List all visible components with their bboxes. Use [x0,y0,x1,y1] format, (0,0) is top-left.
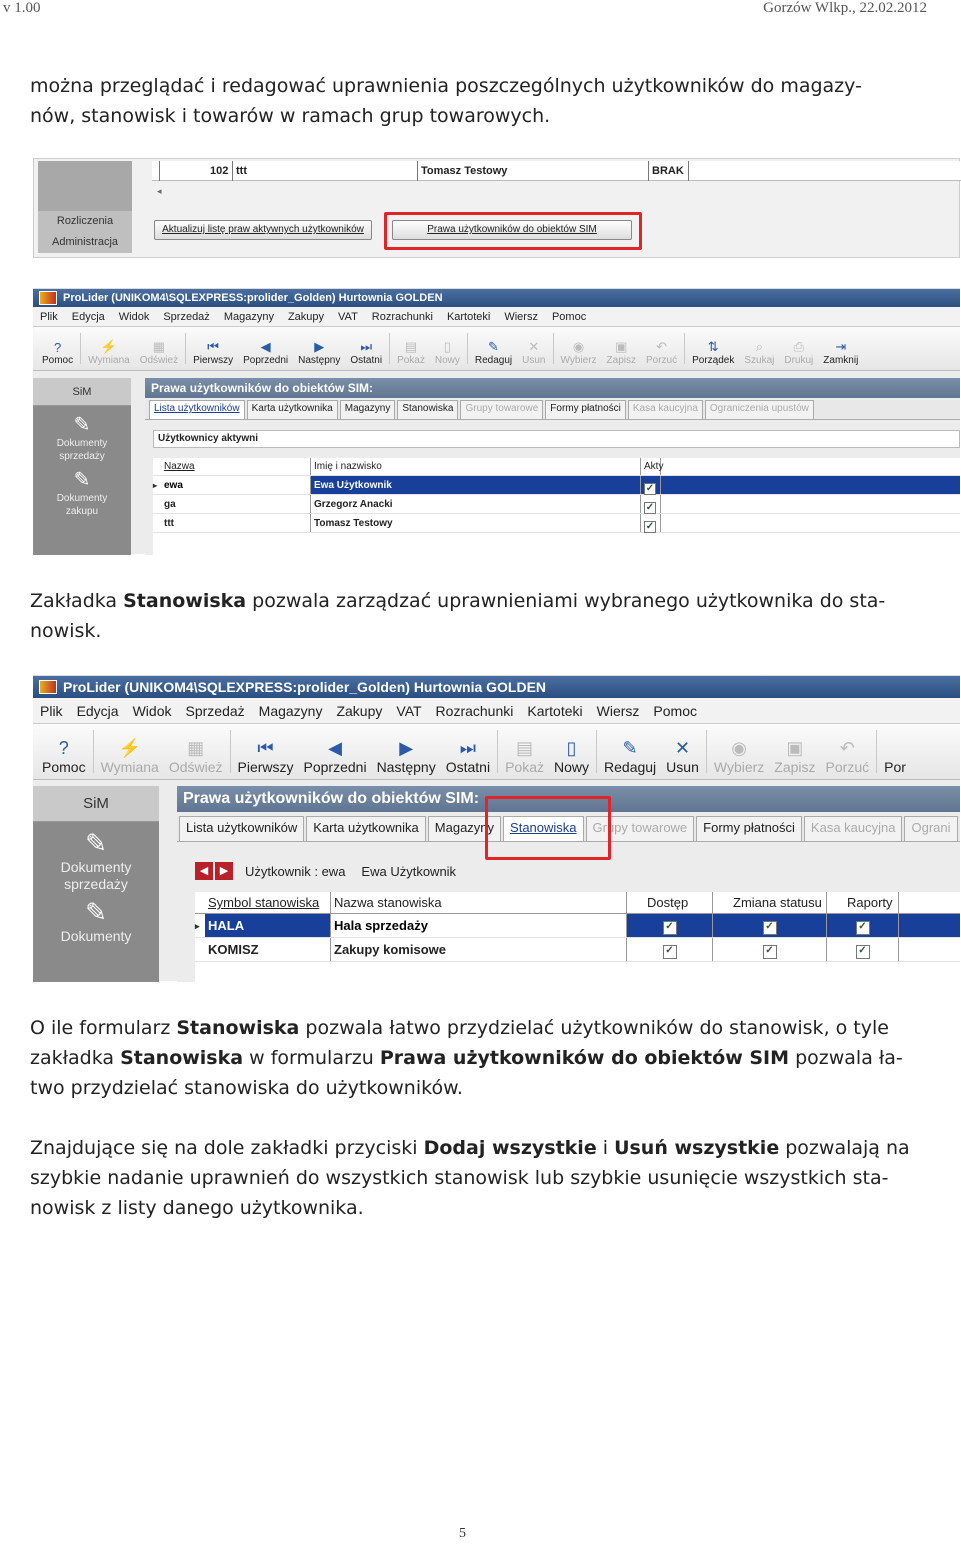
tab-strip [145,400,960,420]
sim-header: SiM [33,786,159,822]
toolbar-label: Zapisz [606,355,636,366]
row-pointer-icon: ▸ [153,476,161,494]
undo-icon: ↶ [839,738,855,758]
column-header[interactable]: Raporty [827,892,899,913]
screenshot-admin-buttons [33,158,960,258]
grid-header [153,458,960,476]
cell-login: ttt [161,514,311,532]
toolbar-separator [389,333,390,364]
cell-access [627,938,713,961]
toolbar-label: Drukuj [784,355,814,366]
cell-access [627,914,713,937]
toolbar-button-exchange[interactable] [83,339,135,370]
toolbar-label: Następny [376,759,436,775]
menu-magazyny[interactable]: Magazyny [223,310,274,323]
menu-edycja[interactable]: Edycja [76,702,119,719]
toolbar-label: Poprzedni [303,759,367,775]
paragraph-line: two przydzielać stanowiska do użytkowników. [30,1077,463,1099]
paragraph-line: O ile formularz Stanowiska pozwala łatwo przydzielać użytkowników do stanowisk, o tyle [30,1017,889,1039]
toolbar-button-delete[interactable] [661,738,704,779]
last-icon: ⏭ [459,738,476,758]
toolbar-button-new[interactable] [549,738,594,779]
toolbar-label: Pierwszy [237,759,294,775]
place-date-label: Gorzów Wlkp., 22.02.2012 [763,0,927,16]
users-grid [153,458,960,555]
cell-name: Ewa Użytkownik [311,476,641,494]
toolbar-button-edit[interactable] [470,339,517,370]
refresh-icon: ▦ [152,339,166,354]
toolbar-separator [684,333,685,364]
paragraph-line: nowisk. [30,620,102,642]
toolbar-button-delete[interactable] [517,339,550,370]
toolbar-label: Zapisz [774,759,816,775]
binoculars-icon: ⌕ [755,339,763,354]
cell-reports [827,938,899,961]
paragraph-line: można przeglądać i redagować uprawnienia poszczególnych użytkowników do magazy- [30,75,862,97]
menu-edycja[interactable]: Edycja [71,310,105,323]
toolbar-button-exchange[interactable] [96,738,164,779]
cell-name: Tomasz Testowy [417,161,507,181]
tab-karta-użytkownika[interactable]: Karta użytkownika [247,400,338,419]
cell-reports [827,914,899,937]
cell-login: ttt [232,161,247,181]
toolbar-label: Wybierz [713,759,765,775]
toolbar-button-binoculars[interactable] [739,339,779,370]
paragraph-line: nów, stanowisk i towarów w ramach grup towarowych. [30,105,551,127]
cell-status [713,914,827,937]
sim-rights-panel [145,378,960,555]
cell-symbol: HALA [205,914,331,937]
sidebar-rozliczenia[interactable]: Rozliczenia [56,215,114,227]
reports-checkbox[interactable]: ✓ [856,921,870,935]
column-header[interactable]: Symbol stanowiska [205,892,331,913]
cell-name: Tomasz Testowy [311,514,641,532]
edit-icon: ✎ [622,738,638,758]
paragraph-line: szybkie nadanie uprawnień do wszystkich stanowisk lub szybkie usunięcie wszystkich sta- [30,1167,889,1189]
tab-stanowiska[interactable]: Stanowiska [397,400,458,419]
version-label: v 1.00 [3,0,41,16]
group-label: Użytkownicy aktywni [153,430,960,448]
active-checkbox[interactable]: ✓ [645,521,655,532]
cell-login: ewa [161,476,311,494]
toolbar-button-show[interactable] [392,339,430,370]
menu-sprzedaż[interactable]: Sprzedaż [185,702,245,719]
panel-title: Prawa użytkowników do obiektów SIM: [177,786,960,812]
cell-status [713,938,827,961]
toolbar-separator [185,333,186,364]
toolbar-button-undo[interactable] [821,738,875,779]
toolbar-label: Następny [298,355,341,366]
toolbar-label: Redaguj [474,355,513,366]
help-icon: ? [53,340,62,355]
paragraph-line: zakładka Stanowiska w formularzu Prawa użytkowników do obiektów SIM pozwala ła- [30,1047,903,1069]
toolbar-label: Nowy [434,355,460,366]
toolbar-button-help[interactable] [37,738,91,779]
toolbar [33,327,960,371]
sort-icon: ⇅ [707,339,719,354]
print-icon: ⎙ [793,339,805,354]
toolbar-label: Porządek [692,355,735,366]
paragraph-line: nowisk z listy danego użytkownika. [30,1197,364,1219]
toolbar-button-previous[interactable] [299,738,372,779]
menu-kartoteki[interactable]: Kartoteki [527,702,583,719]
tab-ograniczenia-upustów[interactable]: Ograniczenia upustów [705,400,814,419]
toolbar-label: Wymiana [100,759,159,775]
delete-icon: ✕ [528,339,540,354]
toolbar-button-first[interactable] [188,339,238,370]
save-icon: ▣ [615,339,628,354]
sim-header: SiM [33,378,131,406]
paragraph-3 [30,1013,935,1103]
toolbar-separator [596,730,597,773]
user-bar [195,862,456,880]
table-row[interactable] [195,938,960,962]
table-row[interactable] [153,476,960,495]
toolbar-button-sort[interactable] [687,339,739,370]
cell-active [641,476,661,494]
toolbar-label: Ostatni [350,355,383,366]
screenshot-stations-tab [33,675,960,981]
first-icon: ⏮ [257,738,274,758]
row-marker [153,514,161,532]
next-icon: ▶ [314,339,325,354]
toolbar-label: Usun [666,759,699,775]
menu-zakupy[interactable]: Zakupy [287,310,325,323]
menu-wiersz[interactable]: Wiersz [596,702,640,719]
toolbar-button-previous[interactable] [238,339,293,370]
row-marker [153,495,161,513]
tab-magazyny[interactable]: Magazyny [340,400,396,419]
toolbar-label: Pomoc [42,759,86,775]
highlight-box [384,212,642,250]
paragraph-1 [30,71,935,131]
tab-kasa-kaucyjna[interactable]: Kasa kaucyjna [804,816,903,841]
active-checkbox[interactable]: ✓ [645,502,655,513]
sidebar-sales-documents[interactable]: Dokumenty sprzedaży [60,859,132,892]
previous-icon: ◀ [328,738,342,758]
toolbar-label: Nowy [554,759,590,775]
status-checkbox[interactable]: ✓ [763,921,777,935]
toolbar-button-help[interactable] [37,340,78,370]
toolbar-separator [876,730,877,773]
previous-icon: ◀ [260,339,271,354]
toolbar-label: Wymiana [88,355,130,366]
refresh-icon: ▦ [187,738,205,758]
toolbar-button-next[interactable] [372,738,441,779]
panel-title: Prawa użytkowników do obiektów SIM: [145,378,960,398]
toolbar-label: Ostatni [445,759,491,775]
prev-user-icon[interactable]: ◀ [195,862,213,880]
menu-rozrachunki[interactable]: Rozrachunki [371,310,433,323]
table-row[interactable] [153,495,960,514]
toolbar-label: Por [884,759,906,775]
toolbar-label: Odśwież [168,759,223,775]
toolbar-button-last[interactable] [345,339,387,370]
toolbar-button-show[interactable] [500,738,549,779]
row-pointer-icon: ▸ [195,914,205,937]
title-bar [33,289,960,307]
menu-widok[interactable]: Widok [132,702,172,719]
column-header[interactable]: Dostęp [627,892,713,913]
admin-sidebar [38,161,132,253]
paragraph-line: Znajdujące się na dole zakładki przyciski Dodaj wszystkie i Usuń wszystkie pozwalają na [30,1137,910,1159]
menu-widok[interactable]: Widok [118,310,150,323]
exit-icon: ⇥ [835,339,847,354]
status-checkbox[interactable]: ✓ [763,945,777,959]
sidebar-documents[interactable]: Dokumenty [60,928,132,944]
user-name: Ewa Użytkownik [361,863,457,879]
toolbar-button-edit[interactable] [599,738,661,779]
sidebar-purchase-documents[interactable]: Dokumenty zakupu [56,493,108,517]
page-number: 5 [459,1526,466,1541]
menu-sprzedaż[interactable]: Sprzedaż [163,310,210,323]
cell-active [641,495,661,513]
column-header[interactable]: Imię i nazwisko [311,458,641,475]
toolbar-label: Odśwież [139,355,179,366]
toolbar-button-undo[interactable] [641,339,682,370]
toolbar-button-select[interactable] [709,738,769,779]
window-title: ProLider (UNIKOM4\SQLEXPRESS:prolider_Golden) Hurtownia GOLDEN [63,292,443,304]
paragraph-4 [30,1133,935,1223]
select-icon: ◉ [731,738,747,758]
menu-pomoc[interactable]: Pomoc [653,702,697,719]
cell-name: Grzegorz Anacki [311,495,641,513]
menu-zakupy[interactable]: Zakupy [336,702,383,719]
sales-document-icon[interactable]: ✎ [85,828,107,858]
toolbar-button-refresh[interactable] [164,738,228,779]
scroll-left-icon[interactable]: ◂ [157,186,162,196]
toolbar-label: Szukaj [744,355,775,366]
toolbar-separator [706,730,707,773]
column-header[interactable]: Zmiana statusu [713,892,827,913]
tab-formy-płatności[interactable]: Formy płatności [696,816,802,841]
cell-name: Zakupy komisowe [331,938,627,961]
tab-grupy-towarowe[interactable]: Grupy towarowe [460,400,543,419]
highlight-box [485,796,611,860]
menu-rozrachunki[interactable]: Rozrachunki [435,702,514,719]
select-icon: ◉ [572,339,585,354]
toolbar-label: Zamknij [823,355,859,366]
table-row[interactable] [153,514,960,533]
toolbar [33,724,960,780]
tab-grupy-towarowe[interactable]: Grupy towarowe [586,816,695,841]
sim-sidebar [33,378,131,555]
cell-symbol: KOMISZ [205,938,331,961]
tab-ograni[interactable]: Ograni [904,816,957,841]
toolbar-separator [553,333,554,364]
toolbar-button-print[interactable] [779,339,818,370]
toolbar-label: Pokaż [397,355,425,366]
exchange-icon: ⚡ [118,738,141,758]
column-header[interactable]: Akty [641,458,661,475]
menu-bar [33,698,960,724]
cell-login: ga [161,495,311,513]
table-row[interactable] [195,914,960,938]
next-user-icon[interactable]: ▶ [215,862,233,880]
toolbar-label: Wybierz [560,355,597,366]
delete-icon: ✕ [674,738,691,758]
menu-bar [33,307,960,327]
other-document-icon[interactable]: ✎ [85,897,107,927]
tab-formy-płatności[interactable]: Formy płatności [545,400,626,419]
toolbar-separator [467,333,468,364]
toolbar-button-save[interactable] [769,738,820,779]
active-checkbox[interactable]: ✓ [645,483,655,494]
title-bar [33,676,960,698]
tab-lista-użytkowników[interactable]: Lista użytkowników [149,400,245,419]
toolbar-label: Porzuć [645,355,678,366]
toolbar-button-save[interactable] [602,339,641,370]
menu-plik[interactable]: Plik [40,310,58,323]
purchase-document-icon[interactable]: ✎ [73,469,91,491]
reports-checkbox[interactable]: ✓ [856,945,870,959]
undo-icon: ↶ [656,339,667,354]
toolbar-button-select[interactable] [556,339,602,370]
help-icon: ? [58,738,69,758]
next-icon: ▶ [399,738,414,758]
cell-status: BRAK [648,161,689,181]
menu-kartoteki[interactable]: Kartoteki [446,310,491,323]
toolbar-separator [80,333,81,364]
sim-rights-button[interactable]: Prawa użytkowników do obiektów SIM [392,220,632,240]
new-icon: ▯ [566,738,577,758]
user-label: Użytkownik : ewa [245,863,346,879]
column-header[interactable]: Nazwa [161,458,311,475]
app-logo-icon [39,291,57,305]
menu-magazyny[interactable]: Magazyny [258,702,323,719]
toolbar-label: Redaguj [604,759,657,775]
screenshot-users-list [33,288,960,554]
tab-lista-użytkowników[interactable]: Lista użytkowników [179,816,304,841]
stations-grid [195,892,960,982]
paragraph-line: Zakładka Stanowiska pozwala zarządzać uprawnieniami wybranego użytkownika do sta- [30,590,886,612]
toolbar-button-refresh[interactable] [135,339,183,370]
app-logo-icon [39,680,57,694]
toolbar-label: Pierwszy [193,355,234,366]
update-rights-button[interactable]: Aktualizuj listę praw aktywnych użytkowników [154,220,372,240]
tab-karta-użytkownika[interactable]: Karta użytkownika [306,816,426,841]
paragraph-2 [30,586,935,646]
menu-vat[interactable]: VAT [396,702,422,719]
cell-id: 102 [210,165,229,177]
toolbar-button-first[interactable] [233,738,299,779]
tab-stanowiska[interactable]: Stanowiska [503,816,583,841]
menu-wiersz[interactable]: Wiersz [504,310,538,323]
sales-document-icon[interactable]: ✎ [73,414,91,436]
toolbar-separator [230,730,231,773]
toolbar-separator [497,730,498,773]
tab-kasa-kaucyjna[interactable]: Kasa kaucyjna [628,400,703,419]
first-icon: ⏮ [207,339,219,354]
grid-header [195,892,960,914]
toolbar-label: Pomoc [42,355,74,366]
access-checkbox[interactable]: ✓ [663,945,677,959]
show-icon: ▤ [516,738,534,758]
show-icon: ▤ [404,339,418,354]
sim-sidebar [33,786,159,982]
toolbar-button-next[interactable] [293,339,345,370]
column-header[interactable]: Nazwa stanowiska [331,892,627,913]
row-marker [195,938,205,961]
toolbar-separator [93,730,94,773]
toolbar-button-last[interactable] [441,738,495,779]
toolbar-button-new[interactable] [430,339,465,370]
toolbar-label: Poprzedni [243,355,289,366]
window-title: ProLider (UNIKOM4\SQLEXPRESS:prolider_Golden) Hurtownia GOLDEN [63,679,547,695]
edit-icon: ✎ [488,339,499,354]
exchange-icon: ⚡ [100,339,118,354]
sidebar-sales-documents[interactable]: Dokumenty sprzedaży [56,438,108,462]
menu-plik[interactable]: Plik [40,702,63,719]
sidebar-administracja[interactable]: Administracja [51,236,119,248]
tab-magazyny[interactable]: Magazyny [428,816,501,841]
last-icon: ⏭ [360,339,373,354]
toolbar-button-sort[interactable] [879,759,911,779]
menu-vat[interactable]: VAT [338,310,358,323]
grid-row-user [152,161,961,181]
cell-name: Hala sprzedaży [331,914,627,937]
toolbar-label: Pokaż [505,759,544,775]
toolbar-button-exit[interactable] [818,339,863,370]
menu-pomoc[interactable]: Pomoc [551,310,587,323]
toolbar-label: Porzuć [825,759,870,775]
cell-active [641,514,661,532]
toolbar-label: Usun [522,355,546,366]
new-icon: ▯ [443,339,451,354]
save-icon: ▣ [786,738,804,758]
access-checkbox[interactable]: ✓ [663,921,677,935]
